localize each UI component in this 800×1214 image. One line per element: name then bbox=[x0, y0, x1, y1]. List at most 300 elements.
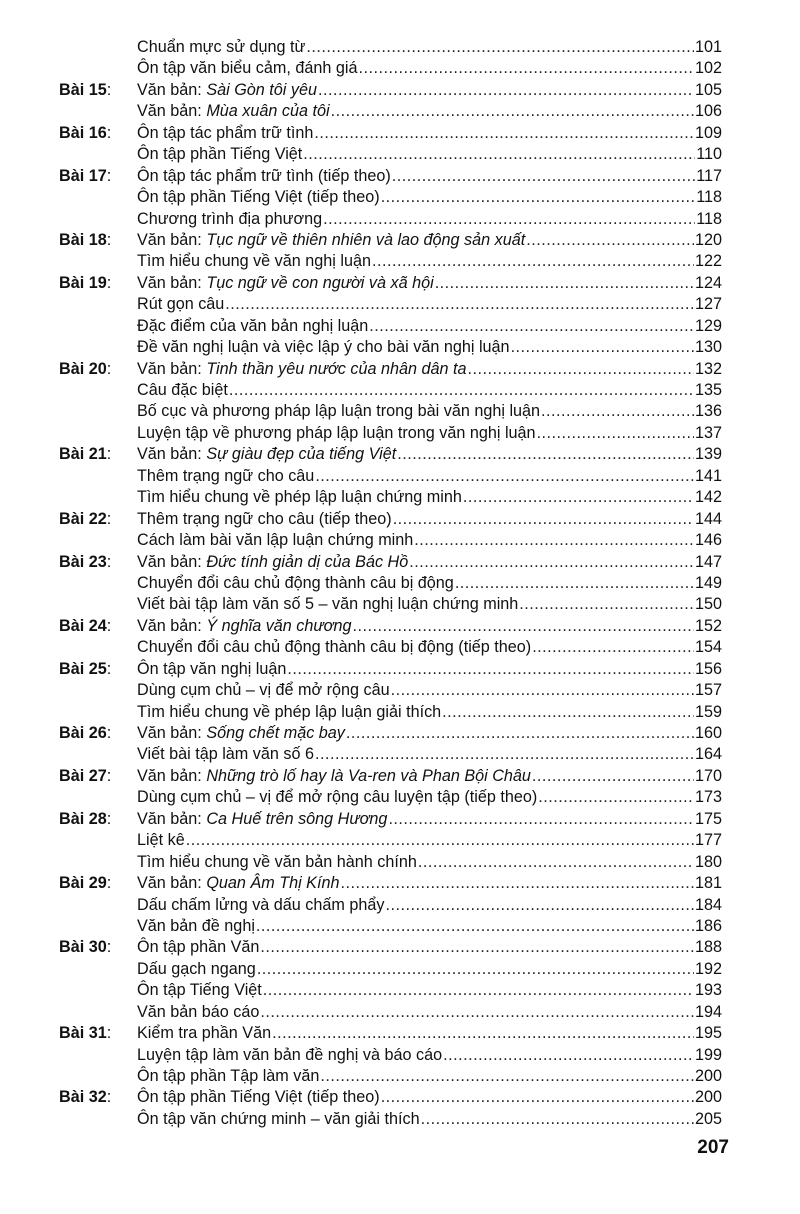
lesson-label: Bài 24: bbox=[59, 616, 112, 635]
entry-page-number: 135 bbox=[694, 381, 722, 399]
lesson-number: Bài 29 bbox=[59, 874, 107, 893]
toc-row bbox=[0, 659, 800, 680]
toc-row bbox=[0, 380, 800, 401]
lesson-number: Bài 31 bbox=[59, 1024, 107, 1043]
toc-entry bbox=[137, 916, 722, 937]
toc-entry bbox=[137, 187, 722, 208]
entry-text: Dùng cụm chủ – vị để mở rộng câu bbox=[137, 681, 390, 700]
lesson-number: Bài 16 bbox=[59, 123, 107, 142]
entry-page-number: 136 bbox=[694, 402, 722, 421]
entry-page-number: 132 bbox=[694, 359, 722, 378]
entry-page-number: 194 bbox=[694, 1002, 722, 1021]
dot-leader bbox=[272, 1023, 694, 1044]
entry-page-number: 122 bbox=[694, 252, 722, 271]
toc-row bbox=[0, 80, 800, 101]
dot-leader bbox=[260, 1002, 694, 1023]
entry-title bbox=[137, 294, 224, 315]
entry-prefix: Văn bản: bbox=[137, 766, 207, 785]
entry-text: Tìm hiểu chung về văn bản hành chính bbox=[137, 852, 417, 871]
entry-page-number: 188 bbox=[694, 938, 722, 957]
dot-leader bbox=[369, 316, 694, 337]
entry-page-number: 195 bbox=[694, 1024, 722, 1043]
lesson-number: Bài 30 bbox=[59, 938, 107, 957]
entry-page-number: 157 bbox=[694, 681, 722, 700]
toc-row bbox=[0, 273, 800, 294]
lesson-label: Bài 30: bbox=[59, 938, 112, 957]
toc-entry bbox=[137, 1066, 722, 1087]
toc-row bbox=[0, 937, 800, 958]
lesson-label: Bài 31: bbox=[59, 1024, 112, 1043]
toc-entry bbox=[137, 1002, 722, 1023]
lesson-number: Bài 23 bbox=[59, 552, 107, 571]
dot-leader bbox=[381, 1087, 694, 1108]
entry-title bbox=[137, 787, 537, 808]
work-title: Tục ngữ về con người và xã hội bbox=[206, 273, 434, 292]
entry-text: Ôn tập phần Tiếng Việt (tiếp theo) bbox=[137, 1088, 380, 1107]
entry-prefix: Văn bản: bbox=[137, 273, 207, 292]
toc-entry bbox=[137, 937, 722, 958]
lesson-label: Bài 23: bbox=[59, 552, 112, 571]
toc-row bbox=[0, 766, 800, 787]
entry-text: Kiểm tra phần Văn bbox=[137, 1024, 272, 1043]
toc-row bbox=[0, 209, 800, 230]
toc-row bbox=[0, 444, 800, 465]
work-title: Quan Âm Thị Kính bbox=[206, 874, 340, 893]
entry-title bbox=[137, 230, 525, 251]
toc-entry bbox=[137, 294, 722, 315]
entry-text: Tìm hiểu chung về phép lập luận giải thích bbox=[137, 702, 442, 721]
entry-page-number: 186 bbox=[694, 916, 722, 935]
lesson-number: Bài 17 bbox=[59, 166, 107, 185]
toc-row bbox=[0, 337, 800, 358]
entry-title bbox=[137, 209, 322, 230]
entry-page-number: 177 bbox=[694, 831, 722, 850]
entry-text: Đặc điểm của văn bản nghị luận bbox=[137, 316, 369, 335]
entry-page-number: 199 bbox=[694, 1045, 722, 1064]
entry-title bbox=[137, 744, 314, 765]
dot-leader bbox=[352, 616, 694, 637]
entry-prefix: Văn bản: bbox=[137, 552, 207, 571]
toc-row bbox=[0, 466, 800, 487]
lesson-label: Bài 15: bbox=[59, 80, 112, 99]
entry-page-number: 109 bbox=[694, 123, 722, 142]
toc-row bbox=[0, 959, 800, 980]
dot-leader bbox=[306, 37, 694, 58]
entry-page-number: 101 bbox=[694, 38, 722, 56]
toc-entry bbox=[137, 144, 722, 165]
toc-row bbox=[0, 744, 800, 765]
entry-title bbox=[137, 509, 392, 530]
entry-text: Ôn tập tác phẩm trữ tình bbox=[137, 123, 314, 142]
entry-text: Ôn tập Tiếng Việt bbox=[137, 981, 262, 1000]
toc-row bbox=[0, 1023, 800, 1044]
entry-text: Tìm hiểu chung về phép lập luận chứng minh bbox=[137, 488, 462, 507]
dot-leader bbox=[229, 380, 694, 401]
dot-leader bbox=[318, 80, 694, 101]
entry-title bbox=[137, 444, 396, 465]
toc-entry bbox=[137, 659, 722, 680]
entry-page-number: 159 bbox=[694, 702, 722, 721]
toc-entry bbox=[137, 852, 722, 873]
entry-title bbox=[137, 1023, 271, 1044]
entry-title bbox=[137, 659, 286, 680]
entry-title bbox=[137, 80, 317, 101]
lesson-label: Bài 20: bbox=[59, 359, 112, 378]
toc-row bbox=[0, 187, 800, 208]
lesson-number: Bài 25 bbox=[59, 659, 107, 678]
toc-entry bbox=[137, 444, 722, 465]
lesson-label: Bài 26: bbox=[59, 724, 112, 742]
entry-page-number: 141 bbox=[694, 466, 722, 485]
entry-page-number: 118 bbox=[696, 188, 722, 207]
work-title: Sống chết mặc bay bbox=[206, 724, 345, 742]
toc-entry bbox=[137, 359, 722, 380]
toc-entry bbox=[137, 552, 722, 573]
entry-text: Ôn tập phần Văn bbox=[137, 938, 260, 957]
entry-title bbox=[137, 830, 185, 851]
dot-leader bbox=[393, 509, 694, 530]
dot-leader bbox=[315, 466, 694, 487]
entry-title bbox=[137, 1045, 442, 1066]
toc-row bbox=[0, 916, 800, 937]
dot-leader bbox=[391, 680, 694, 701]
entry-title bbox=[137, 166, 391, 187]
entry-prefix: Văn bản: bbox=[137, 445, 207, 464]
entry-page-number: 127 bbox=[694, 295, 722, 314]
toc-entry bbox=[137, 1023, 722, 1044]
toc-row bbox=[0, 37, 800, 58]
toc-entry bbox=[137, 123, 722, 144]
entry-title bbox=[137, 766, 531, 787]
dot-leader bbox=[455, 573, 694, 594]
work-title: Ý nghĩa văn chương bbox=[206, 616, 352, 635]
dot-leader bbox=[256, 916, 694, 937]
work-title: Ca Huế trên sông Hương bbox=[206, 809, 388, 828]
dot-leader bbox=[186, 830, 694, 851]
lesson-label: Bài 25: bbox=[59, 659, 112, 678]
dot-leader bbox=[257, 959, 694, 980]
page-number: 207 bbox=[697, 1137, 729, 1158]
toc-entry bbox=[137, 787, 722, 808]
toc-entry bbox=[137, 1109, 722, 1130]
work-title: Tục ngữ về thiên nhiên và lao động sản xuất bbox=[206, 230, 526, 249]
entry-title bbox=[137, 530, 413, 551]
work-title: Mùa xuân của tôi bbox=[206, 102, 330, 121]
entry-text: Luyện tập làm văn bản đề nghị và báo cáo bbox=[137, 1045, 443, 1064]
entry-text: Ôn tập phần Tiếng Việt (tiếp theo) bbox=[137, 188, 380, 207]
entry-page-number: 106 bbox=[694, 102, 722, 121]
toc-row bbox=[0, 830, 800, 851]
entry-title bbox=[137, 273, 434, 294]
entry-page-number: 200 bbox=[694, 1067, 722, 1085]
entry-title bbox=[137, 1087, 380, 1108]
work-title: Sự giàu đẹp của tiếng Việt bbox=[206, 445, 397, 464]
toc-row bbox=[0, 702, 800, 723]
dot-leader bbox=[381, 187, 696, 208]
entry-text: Câu đặc biệt bbox=[137, 381, 228, 399]
toc-entry bbox=[137, 509, 722, 530]
entry-page-number: 150 bbox=[694, 595, 722, 614]
entry-text: Ôn tập tác phẩm trữ tình (tiếp theo) bbox=[137, 166, 391, 185]
work-title: Tinh thần yêu nước của nhân dân ta bbox=[206, 359, 467, 378]
toc-row bbox=[0, 101, 800, 122]
entry-title bbox=[137, 594, 518, 615]
toc-row bbox=[0, 809, 800, 830]
lesson-number: Bài 27 bbox=[59, 766, 107, 785]
lesson-number: Bài 28 bbox=[59, 809, 107, 828]
entry-title bbox=[137, 423, 536, 444]
entry-text: Tìm hiểu chung về văn nghị luận bbox=[137, 252, 371, 271]
dot-leader bbox=[519, 594, 694, 615]
entry-text: Cách làm bài văn lập luận chứng minh bbox=[137, 531, 414, 550]
toc-row bbox=[0, 123, 800, 144]
toc-row bbox=[0, 487, 800, 508]
toc-entry bbox=[137, 723, 722, 744]
entry-text: Rút gọn câu bbox=[137, 295, 225, 314]
toc-row bbox=[0, 401, 800, 422]
toc-row bbox=[0, 680, 800, 701]
toc-entry bbox=[137, 251, 722, 272]
entry-text: Văn bản báo cáo bbox=[137, 1002, 260, 1021]
entry-title bbox=[137, 809, 387, 830]
entry-title bbox=[137, 101, 330, 122]
dot-leader bbox=[421, 1109, 694, 1130]
entry-title bbox=[137, 980, 262, 1001]
entry-title bbox=[137, 1109, 420, 1130]
toc-entry bbox=[137, 680, 722, 701]
dot-leader bbox=[388, 809, 694, 830]
entry-prefix: Văn bản: bbox=[137, 80, 207, 99]
entry-title bbox=[137, 337, 510, 358]
dot-leader bbox=[538, 787, 694, 808]
entry-page-number: 181 bbox=[694, 874, 722, 893]
toc-entry bbox=[137, 1045, 722, 1066]
entry-page-number: 130 bbox=[694, 338, 722, 357]
entry-page-number: 105 bbox=[694, 80, 722, 99]
toc-entry bbox=[137, 744, 722, 765]
entry-title bbox=[137, 616, 351, 637]
entry-title bbox=[137, 680, 390, 701]
lesson-number: Bài 21 bbox=[59, 445, 107, 464]
entry-prefix: Văn bản: bbox=[137, 102, 207, 121]
entry-text: Đề văn nghị luận và việc lập ý cho bài văn nghị luận bbox=[137, 338, 510, 357]
dot-leader bbox=[526, 230, 694, 251]
entry-title bbox=[137, 401, 540, 422]
entry-title bbox=[137, 123, 313, 144]
toc-row bbox=[0, 230, 800, 251]
dot-leader bbox=[532, 766, 694, 787]
lesson-number: Bài 15 bbox=[59, 80, 107, 99]
entry-title bbox=[137, 552, 408, 573]
entry-title bbox=[137, 937, 259, 958]
entry-title bbox=[137, 251, 371, 272]
entry-page-number: 193 bbox=[694, 981, 722, 1000]
entry-text: Ôn tập văn nghị luận bbox=[137, 659, 287, 678]
entry-prefix: Văn bản: bbox=[137, 724, 207, 742]
entry-text: Thêm trạng ngữ cho câu (tiếp theo) bbox=[137, 509, 392, 528]
entry-title bbox=[137, 316, 368, 337]
toc-row bbox=[0, 1002, 800, 1023]
lesson-label: Bài 18: bbox=[59, 230, 112, 249]
entry-title bbox=[137, 144, 302, 165]
entry-title bbox=[137, 895, 385, 916]
toc-entry bbox=[137, 80, 722, 101]
dot-leader bbox=[468, 359, 694, 380]
toc-row bbox=[0, 573, 800, 594]
entry-title bbox=[137, 58, 357, 79]
entry-title bbox=[137, 702, 441, 723]
toc-row bbox=[0, 552, 800, 573]
entry-prefix: Văn bản: bbox=[137, 359, 207, 378]
entry-page-number: 102 bbox=[694, 59, 722, 78]
dot-leader bbox=[392, 166, 695, 187]
toc-entry bbox=[137, 594, 722, 615]
toc-entry bbox=[137, 401, 722, 422]
toc-entry bbox=[137, 37, 722, 58]
toc-entry bbox=[137, 959, 722, 980]
dot-leader bbox=[414, 530, 694, 551]
entry-text: Ôn tập văn chứng minh – văn giải thích bbox=[137, 1109, 420, 1128]
toc-row bbox=[0, 980, 800, 1001]
entry-page-number: 124 bbox=[694, 273, 722, 292]
toc-row bbox=[0, 166, 800, 187]
toc-row bbox=[0, 852, 800, 873]
toc-entry bbox=[137, 573, 722, 594]
toc-entry bbox=[137, 1087, 722, 1108]
toc-entry bbox=[137, 637, 722, 658]
lesson-label: Bài 21: bbox=[59, 445, 112, 464]
lesson-label: Bài 22: bbox=[59, 509, 112, 528]
entry-prefix: Văn bản: bbox=[137, 874, 207, 893]
lesson-number: Bài 24 bbox=[59, 616, 107, 635]
lesson-label: Bài 17: bbox=[59, 166, 112, 185]
dot-leader bbox=[537, 423, 694, 444]
toc-entry bbox=[137, 873, 722, 894]
toc-entry bbox=[137, 166, 722, 187]
entry-title bbox=[137, 466, 314, 487]
dot-leader bbox=[346, 723, 694, 744]
entry-prefix: Văn bản: bbox=[137, 809, 207, 828]
entry-text: Văn bản đề nghị bbox=[137, 916, 255, 935]
lesson-number: Bài 19 bbox=[59, 273, 107, 292]
entry-page-number: 110 bbox=[696, 145, 722, 164]
entry-text: Viết bài tập làm văn số 6 bbox=[137, 745, 314, 764]
dot-leader bbox=[340, 873, 694, 894]
entry-text: Luyện tập về phương pháp lập luận trong văn nghị luận bbox=[137, 423, 536, 442]
entry-page-number: 120 bbox=[694, 230, 722, 249]
entry-page-number: 192 bbox=[694, 959, 722, 978]
lesson-label: Bài 29: bbox=[59, 874, 112, 893]
entry-page-number: 180 bbox=[694, 852, 722, 871]
entry-page-number: 164 bbox=[694, 745, 722, 764]
entry-title bbox=[137, 723, 345, 744]
entry-title bbox=[137, 359, 467, 380]
entry-page-number: 160 bbox=[694, 724, 722, 742]
dot-leader bbox=[442, 702, 694, 723]
lesson-number: Bài 20 bbox=[59, 359, 107, 378]
toc-entry bbox=[137, 58, 722, 79]
toc-row bbox=[0, 723, 800, 744]
dot-leader bbox=[511, 337, 694, 358]
toc-row bbox=[0, 1066, 800, 1087]
entry-page-number: 147 bbox=[694, 552, 722, 571]
lesson-label: Bài 19: bbox=[59, 273, 112, 292]
toc-row bbox=[0, 1109, 800, 1130]
lesson-number: Bài 22 bbox=[59, 509, 107, 528]
toc-row bbox=[0, 787, 800, 808]
dot-leader bbox=[463, 487, 694, 508]
entry-page-number: 149 bbox=[694, 573, 722, 592]
entry-page-number: 137 bbox=[694, 423, 722, 442]
entry-text: Chuyển đổi câu chủ động thành câu bị động bbox=[137, 573, 454, 592]
table-of-contents bbox=[0, 37, 800, 1130]
lesson-label: Bài 16: bbox=[59, 123, 112, 142]
dot-leader bbox=[225, 294, 694, 315]
entry-page-number: 170 bbox=[694, 766, 722, 785]
entry-page-number: 117 bbox=[696, 166, 722, 185]
dot-leader bbox=[263, 980, 694, 1001]
dot-leader bbox=[260, 937, 694, 958]
toc-entry bbox=[137, 616, 722, 637]
entry-text: Bố cục và phương pháp lập luận trong bài văn nghị luận bbox=[137, 402, 541, 421]
entry-title bbox=[137, 637, 531, 658]
dot-leader bbox=[435, 273, 694, 294]
entry-page-number: 205 bbox=[694, 1109, 722, 1128]
toc-entry bbox=[137, 466, 722, 487]
entry-page-number: 129 bbox=[694, 316, 722, 335]
entry-page-number: 152 bbox=[694, 616, 722, 635]
toc-row bbox=[0, 637, 800, 658]
toc-row bbox=[0, 530, 800, 551]
entry-text: Chương trình địa phương bbox=[137, 209, 323, 228]
entry-page-number: 142 bbox=[694, 488, 722, 507]
entry-page-number: 156 bbox=[694, 659, 722, 678]
dot-leader bbox=[358, 58, 694, 79]
toc-row bbox=[0, 423, 800, 444]
entry-page-number: 139 bbox=[694, 445, 722, 464]
entry-title bbox=[137, 37, 305, 58]
entry-page-number: 200 bbox=[694, 1088, 722, 1107]
toc-row bbox=[0, 895, 800, 916]
toc-entry bbox=[137, 766, 722, 787]
dot-leader bbox=[287, 659, 694, 680]
toc-entry bbox=[137, 230, 722, 251]
work-title: Sài Gòn tôi yêu bbox=[206, 80, 317, 99]
entry-title bbox=[137, 1066, 319, 1087]
toc-entry bbox=[137, 530, 722, 551]
toc-row bbox=[0, 316, 800, 337]
toc-entry bbox=[137, 101, 722, 122]
toc-row bbox=[0, 873, 800, 894]
toc-entry bbox=[137, 830, 722, 851]
entry-text: Dấu gạch ngang bbox=[137, 959, 256, 978]
dot-leader bbox=[397, 444, 694, 465]
toc-entry bbox=[137, 316, 722, 337]
toc-row bbox=[0, 594, 800, 615]
entry-prefix: Văn bản: bbox=[137, 616, 207, 635]
entry-page-number: 118 bbox=[696, 209, 722, 228]
toc-row bbox=[0, 1087, 800, 1108]
dot-leader bbox=[331, 101, 694, 122]
lesson-number: Bài 32 bbox=[59, 1088, 107, 1107]
lesson-number: Bài 26 bbox=[59, 724, 107, 742]
dot-leader bbox=[303, 144, 695, 165]
dot-leader bbox=[443, 1045, 694, 1066]
dot-leader bbox=[541, 401, 694, 422]
toc-entry bbox=[137, 487, 722, 508]
toc-entry bbox=[137, 209, 722, 230]
toc-entry bbox=[137, 380, 722, 401]
